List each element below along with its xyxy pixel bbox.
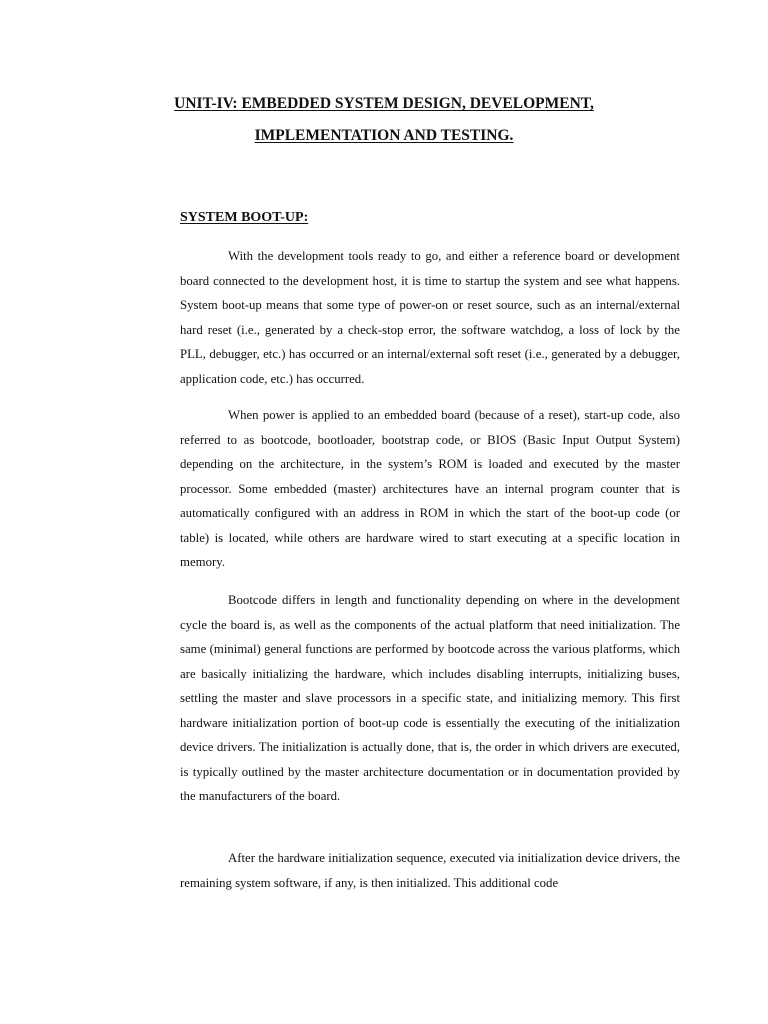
paragraph: When power is applied to an embedded board (because of a reset), start-up code, also referred to as bootcode, bootloader, bootstrap code, or BIOS (Basic Input Output System) depending on the architecture, in the system’s ROM is loaded and executed by the master processor. Some embedded (master) architectures have an internal program counter that is automatically configured with an address in ROM in which the start of the boot-up code (or table) is located, while others are hardware wired to start executing at a specific location in memory.	[180, 408, 680, 569]
document-title-line-2: IMPLEMENTATION AND TESTING.	[254, 127, 514, 144]
paragraph: After the hardware initialization sequence, executed via initialization device drivers, the remaining system software, if any, is then initialized. This additional code	[180, 851, 680, 890]
section-heading-system-boot-up: SYSTEM BOOT-UP:	[180, 210, 309, 225]
document-title-line-1: UNIT-IV: EMBEDDED SYSTEM DESIGN, DEVELOPMENT,	[174, 95, 594, 112]
paragraph: Bootcode differs in length and functionality depending on where in the development cycle the board is, as well as the components of the actual platform that need initialization. The same (minimal) general functions are performed by bootcode across the various platforms, which are basically initializing the hardware, which includes disabling interrupts, initializing buses, settling the master and slave processors in a specific state, and initializing memory. This first hardware initialization portion of boot-up code is essentially the executing of the initialization device drivers. The initialization is actually done, that is, the order in which drivers are executed, is typically outlined by the master architecture documentation or in documentation provided by the manufacturers of the board.	[180, 593, 680, 803]
paragraph: With the development tools ready to go, and either a reference board or development board connected to the development host, it is time to startup the system and see what happens. System boot-up means that some type of power-on or reset source, such as an internal/external hard reset (i.e., generated by a check-stop error, the software watchdog, a loss of lock by the PLL, debugger, etc.) has occurred or an internal/external soft reset (i.e., generated by a debugger, application code, etc.) has occurred.	[180, 249, 680, 386]
